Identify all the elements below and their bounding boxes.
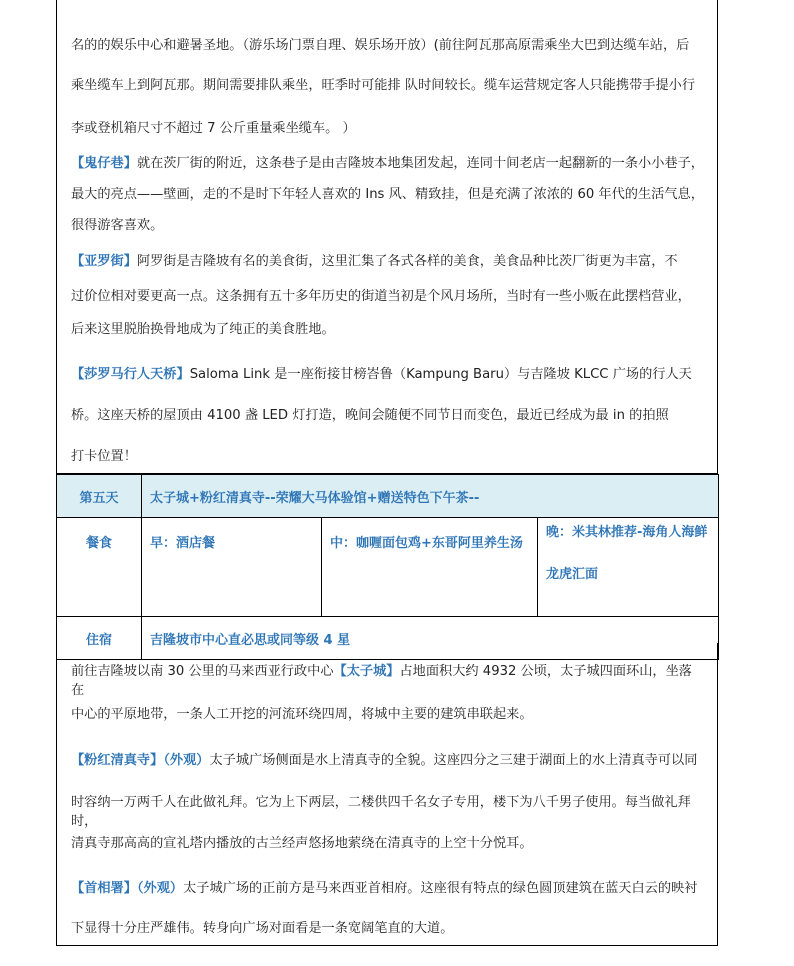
breakfast-cell: 早：酒店餐 (142, 518, 322, 617)
yaluojie-paragraph-line2: 过价位相对要更高一点。这条拥有五十多年历史的街道当初是个风月场所，当时有一些小贩在此摆档营业， (71, 289, 691, 304)
dinner-cell (538, 518, 719, 617)
dinner-line2: 龙虎汇面 (546, 567, 599, 582)
day-five-table (56, 474, 719, 660)
genting-paragraph-line2: 乘坐缆车上到阿瓦那。期间需要排队乘坐，旺季时可能排 队时间较长。缆车运营规定客人只能携带手提小行 (71, 78, 696, 93)
pink-mosque-paragraph-line3: 清真寺那高高的宣礼塔内播放的古兰经声悠扬地萦绕在清真寺的上空十分悦耳。 (71, 836, 533, 851)
saloma-paragraph-line3: 打卡位置！ (71, 449, 137, 464)
pink-mosque-paragraph-line2: 时容纳一万两千人在此做礼拜。它为上下两层，二楼供四千名女子专用，楼下为八千男子使用。每当做礼拜时， (71, 795, 691, 829)
pink-mosque-heading: 【粉红清真寺】（外观） (71, 753, 210, 768)
genting-paragraph-line3: 李或登机箱尺寸不超过 7 公斤重量乘坐缆车。 ） (71, 121, 356, 136)
saloma-paragraph-line2: 桥。这座天桥的屋顶由 4100 盏 LED 灯打造，晚间会随便不同节日而变色，最近已经成为最 in 的拍照 (71, 408, 669, 423)
saloma-paragraph-line1: 【莎罗马行人天桥】Saloma Link 是一座衔接甘榜峇鲁（Kampung Baru）与吉隆坡 KLCC 广场的行人天 (71, 367, 692, 382)
day-label: 第五天 (57, 475, 142, 518)
meals-row (57, 518, 719, 617)
guizaixiang-paragraph-line3: 很得游客喜欢。 (71, 218, 164, 233)
genting-paragraph-line1: 名的的娱乐中心和避暑圣地。（游乐场门票自理、娱乐场开放）(前往阿瓦那高原需乘坐大巴到达缆车站，后 (71, 38, 690, 53)
guizaixiang-paragraph-line2: 最大的亮点——壁画，走的不是时下年轻人喜欢的 Ins 风、精致挂，但是充满了浓浓的 60 年代的生活气息， (71, 187, 704, 202)
putrajaya-paragraph-line2: 中心的平原地带，一条人工开挖的河流环绕四周，将城中主要的建筑串联起来。 (71, 707, 533, 722)
putrajaya-heading: 【太子城】 (333, 664, 400, 679)
pm-office-paragraph-line1: 【首相署】（外观）太子城广场的正前方是马来西亚首相府。这座很有特点的绿色圆顶建筑在蓝天白云的映衬 (71, 881, 698, 896)
meals-label: 餐食 (57, 518, 142, 617)
itinerary-text-block-1 (56, 0, 718, 474)
lunch-cell: 中：咖喱面包鸡+东哥阿里养生汤 (322, 518, 538, 617)
pm-office-heading: 【首相署】（外观） (71, 881, 184, 896)
hotel-label: 住宿 (57, 617, 142, 660)
saloma-heading: 【莎罗马行人天桥】 (71, 367, 190, 382)
yaluojie-paragraph-line1: 【亚罗街】阿罗街是吉隆坡有名的美食街，这里汇集了各式各样的美食，美食品种比茨厂街更为丰富，不 (71, 254, 678, 269)
yaluojie-heading: 【亚罗街】 (71, 254, 137, 269)
putrajaya-paragraph-line1: 前往吉隆坡以南 30 公里的马来西亚行政中心【太子城】占地面积大约 4932 公顷，太子城四面环山，坐落在 (71, 664, 692, 698)
pm-office-paragraph-line2: 下显得十分庄严雄伟。转身向广场对面看是一条宽阔笔直的大道。 (71, 921, 454, 936)
pink-mosque-paragraph-line1: 【粉红清真寺】（外观）太子城广场侧面是水上清真寺的全貌。这座四分之三建于湖面上的水上清真寺可以同 (71, 753, 698, 768)
day-row (57, 475, 719, 518)
guizaixiang-heading: 【鬼仔巷】 (71, 156, 137, 171)
itinerary-text-block-2 (56, 643, 718, 946)
guizaixiang-paragraph-line1: 【鬼仔巷】就在茨厂街的附近，这条巷子是由吉隆坡本地集团发起，连同十间老店一起翻新的一条小小巷子， (71, 156, 704, 171)
dinner-line1: 晚：米其林推荐-海角人海鲜 (546, 525, 708, 540)
hotel-cell: 吉隆坡市中心直必思或同等级 4 星 (142, 617, 719, 660)
day-title: 太子城+粉红清真寺--荣耀大马体验馆+赠送特色下午茶-- (142, 475, 719, 518)
yaluojie-paragraph-line3: 后来这里脱胎换骨地成为了纯正的美食胜地。 (71, 322, 335, 337)
